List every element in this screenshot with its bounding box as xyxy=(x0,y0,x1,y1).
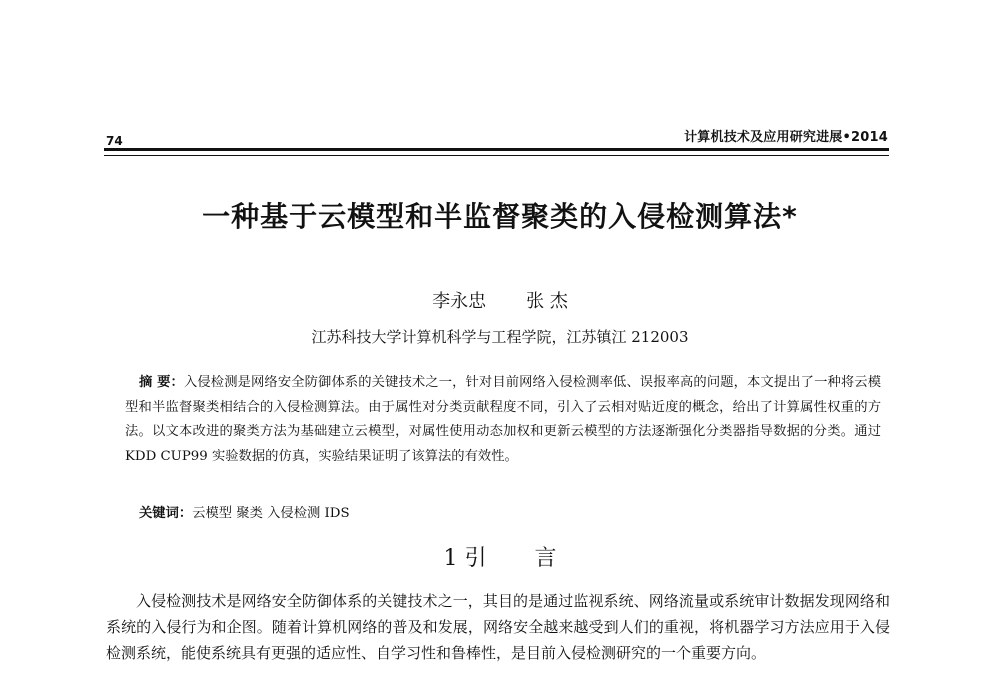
abstract-text: 入侵检测是网络安全防御体系的关键技术之一，针对目前网络入侵检测率低、误报率高的问题，本文提出了一种将云模型和半监督聚类相结合的入侵检测算法。由于属性对分类贡献程度不同，引入了云相对贴近度的概念，给出了计算属性权重的方法。以文本改进的聚类方法为基础建立云模型，对属性使用动态加权和更新云模型的方法逐渐强化分类器指导数据的分类。通过 KDD CUP99 实验数据的仿真，实验结果证明了该算法的有效性。 xyxy=(125,375,881,464)
section-title-part-2: 言 xyxy=(534,546,557,571)
journal-header: 计算机技术及应用研究进展•2014 xyxy=(684,130,888,145)
keywords-label: 关键词： xyxy=(139,506,193,521)
section-number: 1 xyxy=(443,546,458,571)
author-1: 李永忠 xyxy=(432,291,487,312)
abstract-label: 摘 要： xyxy=(139,375,184,390)
abstract xyxy=(125,371,881,469)
authors xyxy=(0,287,1000,313)
section-title xyxy=(0,541,1000,572)
keywords xyxy=(139,502,350,521)
affiliation: 江苏科技大学计算机科学与工程学院，江苏镇江 212003 xyxy=(311,328,689,346)
paper-title: 一种基于云模型和半监督聚类的入侵检测算法* xyxy=(202,200,798,233)
header-rule-thick xyxy=(104,148,889,151)
page-number: 74 xyxy=(106,134,123,148)
introduction-paragraph: 入侵检测技术是网络安全防御体系的关键技术之一，其目的是通过监视系统、网络流量或系统审计数据发现网络和系统的入侵行为和企图。随着计算机网络的普及和发展，网络安全越来越受到人们的重视，将机器学习方法应用于入侵检测系统，能使系统具有更强的适应性、自学习性和鲁棒性，是目前入侵检测研究的一个重要方向。 xyxy=(106,592,890,662)
section-title-part-1: 引 xyxy=(464,546,487,571)
author-2: 张 杰 xyxy=(526,291,568,312)
keywords-text: 云模型 聚类 入侵检测 IDS xyxy=(192,506,350,521)
header-rule-thin xyxy=(104,155,889,156)
